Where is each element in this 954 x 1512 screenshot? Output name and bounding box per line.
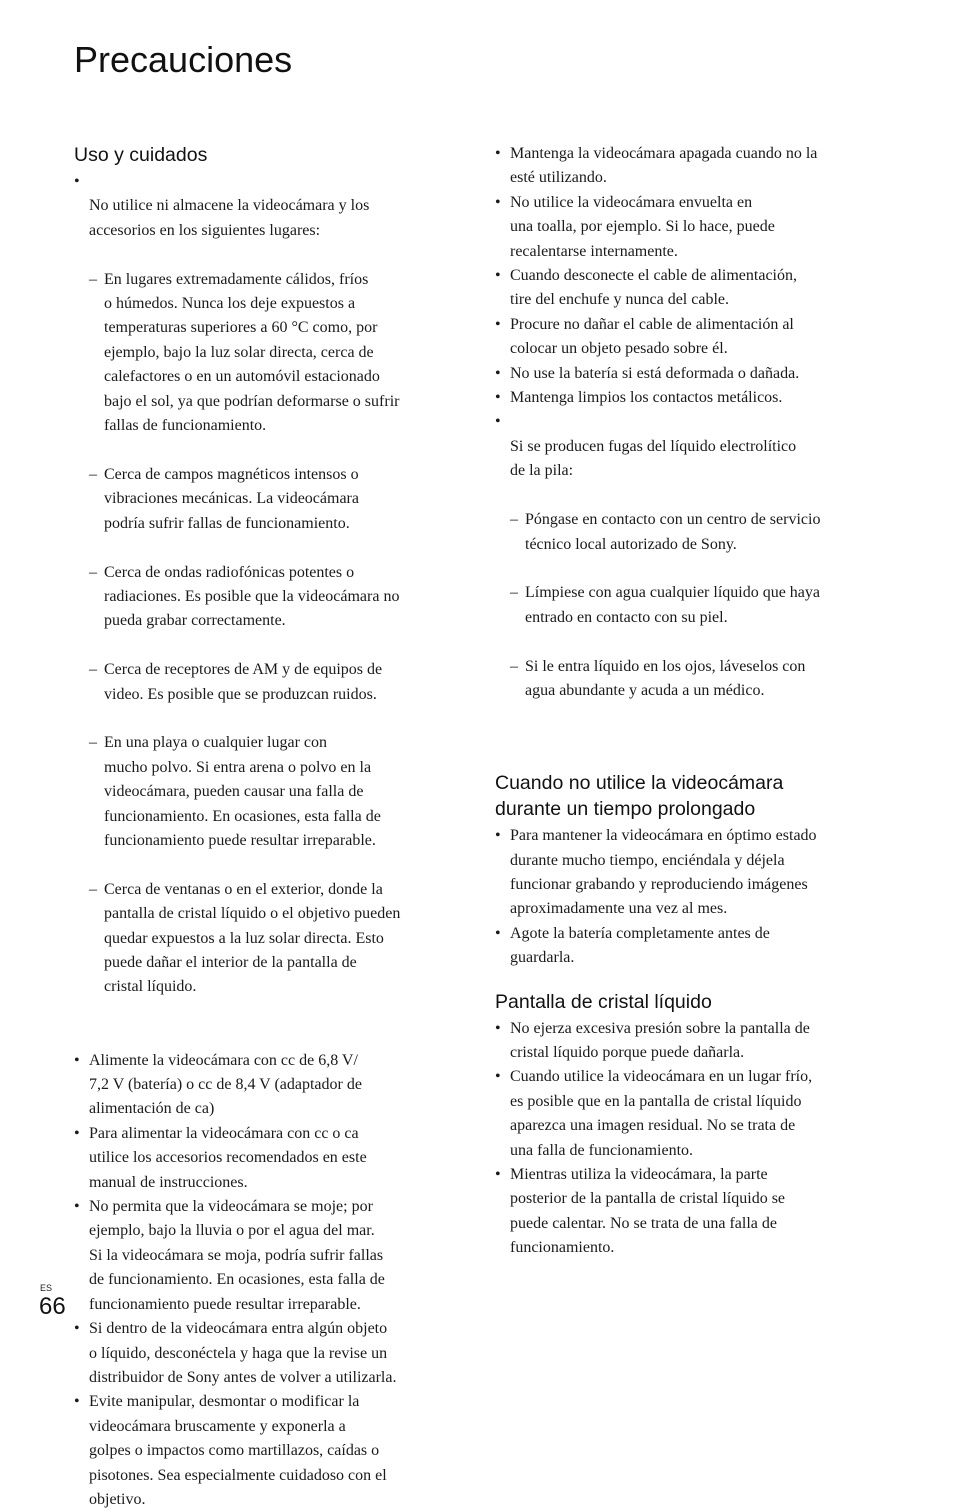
list-item: • Mientras utiliza la videocámara, la parte posterior de la pantalla de cristal líquido se puede calentar. No se trata de una falla de funcionamiento.	[495, 1163, 871, 1261]
list-item: • Evite manipular, desmontar o modificar la videocámara bruscamente y exponerla a golpes o impactos como martillazos, caídas o pisotones. Sea especialmente cuidadoso con el objetivo.	[74, 1390, 446, 1512]
section-long-storage	[495, 770, 871, 970]
list-item: • Procure no dañar el cable de alimentación al colocar un objeto pesado sobre él.	[495, 313, 871, 362]
list-item: • Agote la batería completamente antes de guardarla.	[495, 922, 871, 971]
bullet-list	[495, 1017, 871, 1261]
sub-list-item: – En una playa o cualquier lugar con mucho polvo. Si entra arena o polvo en la videocámara, pueden causar una falla de funcionamiento. En ocasiones, esta falla de funcionamiento puede resultar irreparable.	[89, 731, 446, 853]
bullet-list	[74, 170, 446, 1512]
list-item: • Mantenga la videocámara apagada cuando no la esté utilizando.	[495, 142, 871, 191]
sub-list-item: – Cerca de receptores de AM y de equipos de video. Es posible que se produzcan ruidos.	[89, 658, 446, 707]
list-item: • Cuando utilice la videocámara en un lugar frío, es posible que en la pantalla de cristal líquido aparezca una imagen residual. No se trata de una falla de funcionamiento.	[495, 1065, 871, 1163]
bullet-list	[495, 142, 871, 752]
list-item	[74, 170, 446, 1049]
sub-list-item: – Póngase en contacto con un centro de servicio técnico local autorizado de Sony.	[510, 508, 871, 557]
sub-list-item: – Cerca de ventanas o en el exterior, donde la pantalla de cristal líquido o el objetivo pueden quedar expuestos a la luz solar directa. Esto puede dañar el interior de la pantalla de cristal líquido.	[89, 878, 446, 1000]
list-item: • Si dentro de la videocámara entra algún objeto o líquido, desconéctela y haga que la revise un distribuidor de Sony antes de volver a utilizarla.	[74, 1317, 446, 1390]
section-heading: Uso y cuidados	[74, 144, 208, 166]
section-heading: Pantalla de cristal líquido	[495, 990, 712, 1013]
list-item: • Para mantener la videocámara en óptimo estado durante mucho tiempo, enciéndala y déjela funcionar grabando y reproduciendo imágenes aproximadamente una vez al mes.	[495, 824, 871, 922]
list-item: • Para alimentar la videocámara con cc o ca utilice los accesorios recomendados en este manual de instrucciones.	[74, 1122, 446, 1195]
page-number: 66	[39, 1293, 66, 1320]
list-item: • No use la batería si está deformada o dañada.	[495, 362, 871, 386]
right-column	[495, 142, 871, 1261]
section-heading: Cuando no utilice la videocámara durante un tiempo prolongado	[495, 772, 784, 821]
sub-list-item: – En lugares extremadamente cálidos, fríos o húmedos. Nunca los deje expuestos a temperaturas superiores a 60 °C como, por ejemplo, bajo la luz solar directa, cerca de calefactores o en un automóvil estacionado bajo el sol, ya que podrían deformarse o sufrir fallas de funcionamiento.	[89, 268, 446, 439]
page-language-code: ES	[40, 1283, 53, 1293]
list-item: • Alimente la videocámara con cc de 6,8 V/ 7,2 V (batería) o cc de 8,4 V (adaptador de alimentación de ca)	[74, 1049, 446, 1122]
list-item: • No ejerza excesiva presión sobre la pantalla de cristal líquido porque puede dañarla.	[495, 1017, 871, 1066]
sub-list-item: – Límpiese con agua cualquier líquido que haya entrado en contacto con su piel.	[510, 581, 871, 630]
list-item-text: No utilice ni almacene la videocámara y los accesorios en los siguientes lugares:	[89, 197, 370, 239]
sub-list-item: – Cerca de campos magnéticos intensos o vibraciones mecánicas. La videocámara podría sufrir fallas de funcionamiento.	[89, 463, 446, 536]
list-item	[495, 410, 871, 752]
list-item: • Cuando desconecte el cable de alimentación, tire del enchufe y nunca del cable.	[495, 264, 871, 313]
section-continued	[495, 142, 871, 752]
section-lcd-screen	[495, 989, 871, 1261]
page-title: Precauciones	[74, 39, 293, 80]
list-item-text: Si se producen fugas del líquido electrolítico de la pila:	[510, 437, 797, 480]
section-uso-y-cuidados	[74, 142, 446, 1512]
list-item: • Mantenga limpios los contactos metálicos.	[495, 386, 871, 410]
left-column	[74, 142, 446, 1512]
sub-list-item: – Cerca de ondas radiofónicas potentes o radiaciones. Es posible que la videocámara no pueda grabar correctamente.	[89, 561, 446, 634]
dash-list	[89, 243, 446, 1024]
sub-list-item: – Si le entra líquido en los ojos, láveselos con agua abundante y acuda a un médico.	[510, 655, 871, 704]
bullet-list	[495, 824, 871, 970]
list-item: • No permita que la videocámara se moje; por ejemplo, bajo la lluvia o por el agua del mar. Si la videocámara se moja, podría sufrir fallas de funcionamiento. En ocasiones, esta falla de funcionamiento puede resultar irreparable.	[74, 1195, 446, 1317]
list-item: • No utilice la videocámara envuelta en una toalla, por ejemplo. Si lo hace, puede recalentarse internamente.	[495, 191, 871, 264]
dash-list	[510, 484, 871, 728]
